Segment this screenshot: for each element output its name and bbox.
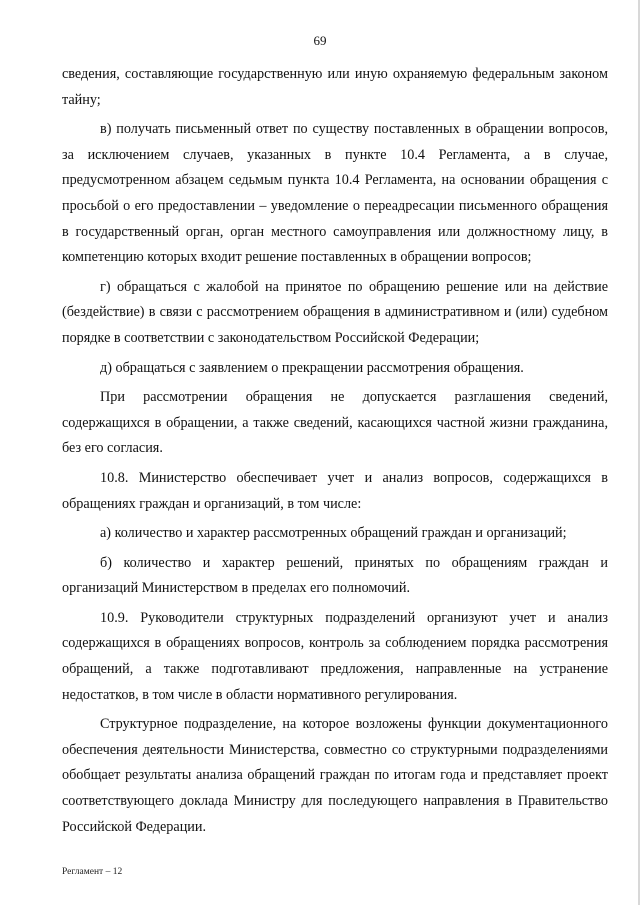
paragraph-10-9: 10.9. Руководители структурных подразделений организуют учет и анализ содержащихся в обращениях вопросов, контроль за соблюдением порядка рассмотрения обращений, а также подготавливают предложения, направленные на устранение недостатков, в том числе в области нормативного регулирования.: [62, 609, 608, 703]
paragraph-structural-unit: Структурное подразделение, на которое возложены функции документационного обеспечения деятельности Министерства, совместно со структурными подразделениями обобщает результаты анализа обращений граждан по итогам года и представляет проект соответствующего доклада Министру для последующего направления в Правительство Российской Федерации.: [62, 716, 608, 835]
paragraph-item-a-count: а) количество и характер рассмотренных обращений граждан и организаций;: [100, 525, 567, 542]
paragraph-10-8: 10.8. Министерство обеспечивает учет и анализ вопросов, содержащихся в обращениях граждан и организаций, в том числе:: [62, 469, 608, 512]
paragraph-item-v-written-answer: в) получать письменный ответ по существу поставленных в обращении вопросов, за исключением случаев, указанных в пункте 10.4 Регламента, а в случае, предусмотренном абзацем седьмым пункта 10.4 Регламента, на основании обращения с просьбой о его предоставлении – уведомление о переадресации письменного обращения в государственный орган, орган местного самоуправления или должностному лицу, в компетенцию которых входит решение поставленных в обращении вопросов;: [62, 121, 608, 266]
paragraph-secrecy-continuation: сведения, составляющие государственную или иную охраняемую федеральным законом тайну;: [62, 66, 608, 108]
paragraph-non-disclosure: При рассмотрении обращения не допускается разглашения сведений, содержащихся в обращении, а также сведений, касающихся частной жизни гражданина, без его согласия.: [62, 389, 608, 457]
paragraph-item-b-decisions: б) количество и характер решений, принятых по обращениям граждан и организаций Министерством в пределах его полномочий.: [62, 554, 608, 597]
paragraph-item-g-complaint: г) обращаться с жалобой на принятое по обращению решение или на действие (бездействие) в связи с рассмотрением обращения в административном и (или) судебном порядке в соответствии с законодательством Российской Федерации;: [62, 278, 608, 346]
page-number: 69: [313, 33, 327, 48]
footer-label: Регламент – 12: [62, 867, 123, 877]
paragraph-item-d-termination: д) обращаться с заявлением о прекращении рассмотрения обращения.: [100, 359, 524, 376]
document-body: [62, 62, 608, 844]
